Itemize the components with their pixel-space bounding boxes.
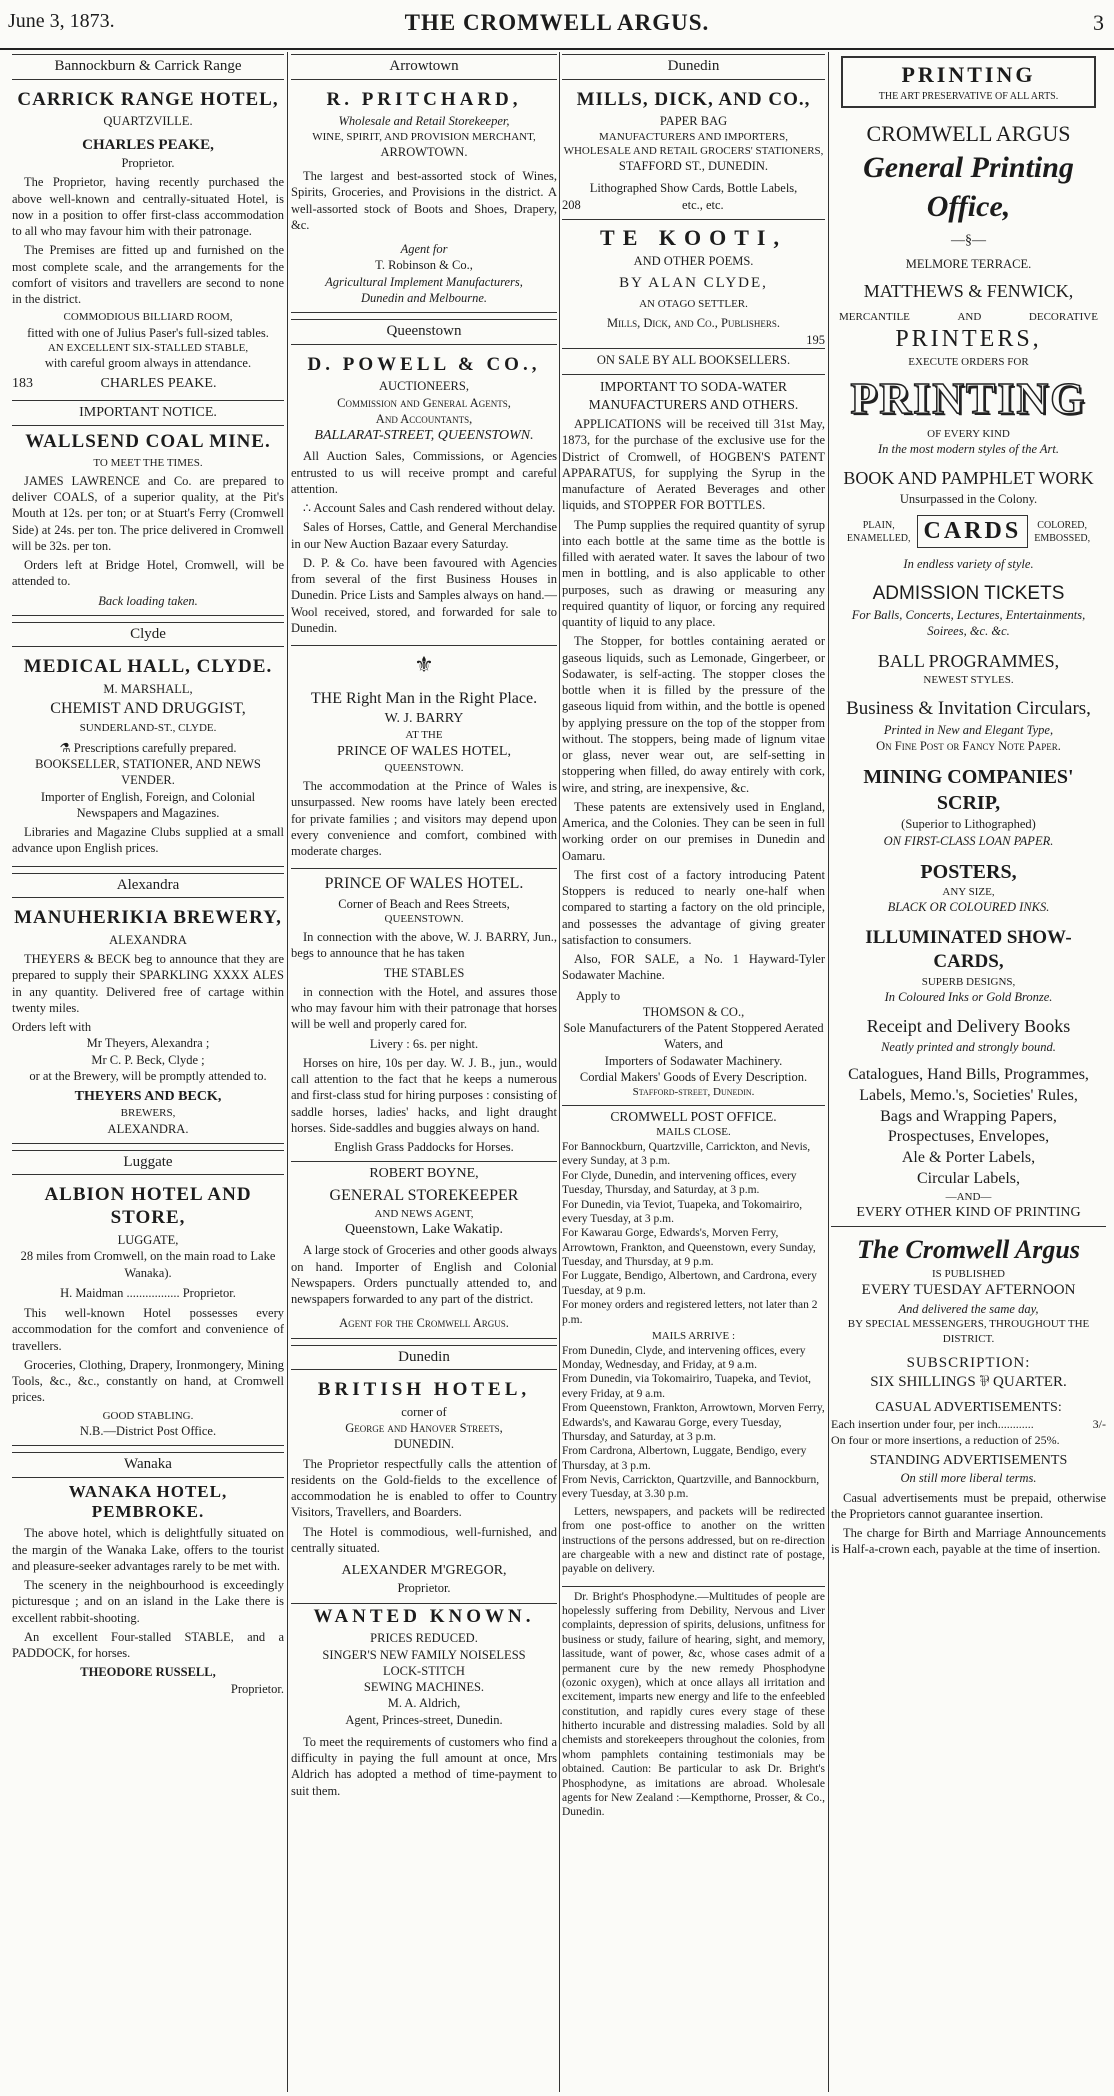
- catalogue-line: Labels, Memo.'s, Societies' Rules,: [859, 1086, 1078, 1104]
- section-head-luggate: Luggate: [12, 1150, 284, 1176]
- notice-text: The charge for Birth and Marriage Announcements is Half-a-crown each, payable at the time of insertion.: [831, 1526, 1106, 1557]
- cards-block: [831, 515, 1106, 548]
- ad-pritchard: [291, 84, 557, 314]
- ad-text: The scenery in the neighbourhood is exceedingly picturesque ; and on an island in the Lake there is excellent rabbit-shooting.: [12, 1578, 284, 1625]
- ad-line: Corner of Beach and Rees Streets,: [338, 896, 510, 911]
- ad-signature: ALEXANDER M'GREGOR,: [341, 1563, 507, 1579]
- line: IS PUBLISHED: [931, 1268, 1006, 1281]
- ad-line: PRICES REDUCED.: [370, 1631, 478, 1646]
- ad-text: In connection with the above, W. J. BARRY, Jun., begs to announce that he has taken: [291, 930, 557, 961]
- ad-text: The above hotel, which is delightfully situated on the margin of the Wanaka Lake, offers to the tourist and pleasure-seeker advantages rarely to be met with.: [12, 1526, 284, 1573]
- ad-title: ALBION HOTEL AND STORE,: [44, 1184, 252, 1229]
- line: BY SPECIAL MESSENGERS, THROUGHOUT THE DISTRICT.: [847, 1318, 1090, 1345]
- mining-scrip: MINING COMPANIES' SCRIP,: [863, 766, 1074, 815]
- ad-line: THE STABLES: [383, 965, 465, 980]
- line: On Fine Post or Fancy Note Paper.: [876, 739, 1061, 754]
- ad-line: Mills, Dick, and Co., Publishers.: [606, 316, 781, 331]
- ad-line: Agent for the Cromwell Argus.: [339, 1316, 509, 1331]
- section-head-clyde: Clyde: [12, 622, 284, 648]
- decorative: DECORATIVE: [1028, 310, 1098, 323]
- ad-line: Orders left with: [12, 1020, 92, 1035]
- ad-line: Agricultural Implement Manufacturers,: [325, 274, 523, 289]
- ad-line: AND OTHER POEMS.: [633, 254, 754, 269]
- notice-title: CROMWELL POST OFFICE.: [610, 1109, 777, 1125]
- ad-title: BRITISH HOTEL,: [317, 1379, 531, 1401]
- ad-text: Groceries, Clothing, Drapery, Ironmongery, Mining Tools, &c., &c., constantly on hand, at Cromwell prices.: [12, 1357, 284, 1405]
- ad-number: 183: [12, 376, 33, 392]
- ad-sub: TO MEET THE TIMES.: [93, 456, 203, 469]
- line: NEWEST STYLES.: [923, 674, 1014, 686]
- section-head-arrowtown: Arrowtown: [291, 54, 557, 80]
- column-rule: [559, 52, 560, 2092]
- show-cards: ILLUMINATED SHOW-CARDS,: [865, 926, 1072, 973]
- ad-line: COMMODIOUS BILLIARD ROOM,: [63, 311, 233, 324]
- page-number: 3: [1093, 10, 1104, 35]
- section-head-queenstown: Queenstown: [291, 319, 557, 345]
- embossed: EMBOSSED,: [1034, 532, 1091, 544]
- column-2: [291, 52, 557, 2092]
- ad-text: To meet the requirements of customers who find a difficulty in paying the full amount at once, Mrs Aldrich has adopted a method of time-payment to suit them.: [291, 1734, 557, 1798]
- mail-close-item: For money orders and registered letters, not later than 2 p.m.: [562, 1299, 818, 1326]
- admission-tickets: ADMISSION TICKETS: [872, 583, 1065, 605]
- column-rule: [287, 52, 288, 2092]
- notice-text: Letters, newspapers, and packets will be redirected from one post-office to another on the written instructions of the persons addressed, but on re-direction are chargeable with a new and distinct rate of postage, payable on delivery.: [562, 1505, 825, 1576]
- crest-icon: ⚜: [414, 652, 434, 678]
- masthead: [0, 0, 1114, 50]
- ad-line: STAFFORD ST., DUNEDIN.: [618, 159, 769, 174]
- ad-title: MEDICAL HALL, CLYDE.: [23, 656, 273, 678]
- firm-name: MATTHEWS & FENWICK,: [863, 281, 1074, 302]
- ad-text: ∴ Account Sales and Cash rendered without delay.: [303, 501, 556, 516]
- ad-text: JAMES LAWRENCE and Co. are prepared to deliver COALS, of a superior quality, at the Pit's Mouth at 12s. per ton; or at Stuart's Ferry (Cromwell Side) at 24s. per ton. The price delivered in Cromwell will be 32s. per ton.: [12, 473, 284, 553]
- ad-line: QUEENSTOWN.: [384, 761, 464, 774]
- catalogue-line: Catalogues, Hand Bills, Programmes,: [848, 1066, 1089, 1084]
- ad-line: And Accountants,: [375, 411, 473, 426]
- ad-line: BY ALAN CLYDE,: [619, 274, 768, 291]
- catalogue-line: Bags and Wrapping Papers,: [880, 1107, 1057, 1125]
- ad-title: D. POWELL & CO.,: [307, 353, 541, 375]
- line: In endless variety of style.: [903, 557, 1034, 572]
- subscription-head: SUBSCRIPTION:: [906, 1354, 1031, 1371]
- ad-place: QUARTZVILLE.: [103, 114, 193, 129]
- column-4: [831, 52, 1106, 2092]
- ad-line: Stafford-street, Dunedin.: [632, 1086, 755, 1099]
- book-work: BOOK AND PAMPHLET WORK: [843, 468, 1094, 489]
- ad-medical-hall: [12, 651, 284, 866]
- ad-wallsend-coal: [12, 426, 284, 616]
- argus-title: The Cromwell Argus: [857, 1235, 1080, 1265]
- column-rule: [828, 52, 829, 2092]
- ad-line: QUEENSTOWN.: [384, 912, 464, 925]
- ad-title: IMPORTANT TO SODA-WATER MANUFACTURERS AND OTHERS.: [588, 379, 799, 412]
- ad-text: The Premises are fitted up and furnished on the most complete scale, and the arrangements for the comfort of visitors and travellers are second to none in the district.: [12, 243, 284, 307]
- line: And delivered the same day,: [898, 1301, 1039, 1316]
- section-head-dunedin: Dunedin: [291, 1345, 557, 1371]
- ad-line: Mr C. P. Beck, Clyde ;: [91, 1052, 205, 1067]
- ad-line: SUNDERLAND-ST., CLYDE.: [79, 721, 217, 734]
- ad-line: PRINCE OF WALES HOTEL,: [337, 743, 511, 759]
- ad-title: WALLSEND COAL MINE.: [25, 430, 271, 452]
- paper-name: CROMWELL ARGUS: [866, 120, 1071, 146]
- subscription-rate: SIX SHILLINGS ⅌ QUARTER.: [870, 1374, 1067, 1391]
- line: Unsurpassed in the Colony.: [899, 491, 1038, 506]
- ad-text: in connection with the Hotel, and assures those who may favour him with their patronage that horses will be well and properly cared for.: [291, 984, 557, 1032]
- ad-line: N.B.—District Post Office.: [79, 1423, 217, 1438]
- catalogue-line: Circular Labels,: [916, 1170, 1021, 1188]
- mail-arrive-item: From Queenstown, Frankton, Arrowtown, Morven Ferry, Edwards's, and Kawarau Gorge, every Tuesday, Thursday, and Saturday, at 3 p.m.: [562, 1402, 825, 1443]
- ad-line: M. MARSHALL,: [103, 682, 193, 697]
- ad-text: Orders left at Bridge Hotel, Cromwell, will be attended to.: [12, 558, 284, 589]
- ad-line: BOOKSELLER, STATIONER, AND NEWS VENDER.: [35, 757, 261, 788]
- ad-text: APPLICATIONS will be received till 31st May, 1873, for the purchase of the exclusive use for the District of Cromwell, of HOGBEN'S PATENT APPARATUS, for supplying the Syrup in the manufacture of Aerated Beverages and other liquids, and STOPPER FOR BOTTLES.: [562, 417, 825, 513]
- ad-line: Sole Manufacturers of the Patent Stoppered Aerated Waters, and: [563, 1021, 824, 1052]
- ad-line: ALEXANDRA.: [107, 1121, 189, 1136]
- ad-line: Back loading taken.: [98, 593, 198, 608]
- business-circulars: Business & Invitation Circulars,: [846, 698, 1091, 720]
- ad-number: 208: [562, 197, 581, 212]
- ad-text: The accommodation at the Prince of Wales is unsurpassed. New rooms have lately been erected for private families ; and visitors may depend upon every convenience and comfort, combined with moderate charges.: [291, 779, 557, 859]
- proprietor-line: H. Maidman ................. Proprietor.: [60, 1285, 236, 1300]
- colored: COLORED,: [1037, 519, 1088, 531]
- ad-line: Agent, Princes-street, Dunedin.: [345, 1712, 503, 1727]
- ad-line: BALLARAT-STREET, QUEENSTOWN.: [314, 428, 534, 444]
- ad-line: with careful groom always in attendance.: [44, 356, 252, 371]
- ad-line: ROBERT BOYNE,: [369, 1166, 479, 1182]
- ad-line: ARROWTOWN.: [380, 144, 468, 159]
- every-other-kind: EVERY OTHER KIND OF PRINTING: [831, 1204, 1106, 1227]
- ball-programmes: BALL PROGRAMMES,: [877, 650, 1060, 671]
- execute-line: EXECUTE ORDERS FOR: [908, 356, 1029, 369]
- ad-title: R. PRITCHARD,: [326, 88, 522, 110]
- ad-line: Agent for: [400, 242, 448, 257]
- proprietor-role: Proprietor.: [230, 1681, 284, 1696]
- ad-signature: CHARLES PEAKE.: [100, 376, 217, 392]
- mail-close-item: For Kawarau Gorge, Edwards's, Morven Ferry, Arrowtown, Frankton, and Queenstown, every Sunday, Tuesday, and Thursday, at 9 p.m.: [562, 1227, 816, 1269]
- rate-value: 3/-: [1092, 1416, 1106, 1431]
- ad-title: CARRICK RANGE HOTEL,: [17, 88, 279, 110]
- ad-line: BREWERS,: [120, 1107, 176, 1120]
- ad-mills-dick: [562, 84, 825, 220]
- rate-label: Each insertion under four, per inch............: [831, 1416, 1034, 1431]
- ad-line: fitted with one of Julius Paser's full-sized tables.: [27, 325, 269, 340]
- mail-arrive-item: From Nevis, Carrickton, Quartzville, and Bannockburn, every Tuesday, at 3.30 p.m.: [562, 1474, 820, 1501]
- ad-line: MANUFACTURERS AND IMPORTERS,: [599, 130, 788, 143]
- newspaper-title: THE CROMWELL ARGUS.: [404, 10, 710, 35]
- notice-subhead: MAILS CLOSE.: [656, 1126, 731, 1139]
- printing-banner: [841, 56, 1096, 108]
- ad-line: AN EXCELLENT SIX-STALLED STABLE,: [47, 341, 249, 354]
- ad-line: LOCK-STITCH: [383, 1663, 465, 1678]
- ad-line: Lithographed Show Cards, Bottle Labels,: [589, 181, 798, 196]
- ad-line: Importers of Sodawater Machinery.: [604, 1053, 783, 1068]
- plain: PLAIN,: [862, 519, 895, 531]
- section-head-alexandra: Alexandra: [12, 873, 284, 899]
- mail-close-item: For Luggate, Bendigo, Albertown, and Cardrona, every Tuesday, at 9 p.m.: [562, 1270, 817, 1297]
- ad-british-hotel: [291, 1374, 557, 1603]
- ad-text: THEYERS & BECK beg to announce that they are prepared to supply their SPARKLING XXXX ALES in any quantity. Delivered free of cartage within twenty miles.: [12, 952, 284, 1015]
- mortar-icon: ⚗: [59, 740, 74, 755]
- proprietor-role: Proprietor.: [397, 1581, 451, 1596]
- ad-title: PRINCE OF WALES HOTEL.: [324, 875, 524, 893]
- ad-text: The first cost of a factory introducing Patent Stoppers is reduced to nearly one-half when compared to starting a factory on the old principle, and possesses the advantage of giving greater satisfaction to consumers.: [562, 867, 825, 947]
- ad-line: SINGER'S NEW FAMILY NOISELESS: [322, 1647, 526, 1662]
- ad-line: George and Hanover Streets,: [345, 1421, 503, 1436]
- banner-sub: THE ART PRESERVATIVE OF ALL ARTS.: [878, 90, 1059, 102]
- ad-line: etc., etc.: [682, 197, 724, 212]
- and-word: AND: [957, 310, 982, 323]
- line: On still more liberal terms.: [900, 1471, 1037, 1486]
- ad-text: Libraries and Magazine Clubs supplied at a small advance upon English prices.: [12, 825, 284, 856]
- line: ANY SIZE,: [942, 885, 995, 898]
- mercantile-decorative: [831, 310, 1106, 324]
- ad-text: These patents are extensively used in England, America, and the Colonies. They can be seen in full working order on our premises in Dunedin and Oamaru.: [562, 799, 825, 863]
- line: Printed in New and Elegant Type,: [883, 722, 1054, 737]
- column-3: [562, 52, 825, 2092]
- printers-title: PRINTERS,: [895, 326, 1042, 353]
- ad-signature: THEYERS AND BECK,: [74, 1089, 222, 1105]
- receipt-books: Receipt and Delivery Books: [866, 1016, 1071, 1037]
- mercantile: MERCANTILE: [839, 310, 910, 323]
- ad-line: Wholesale and Retail Storekeeper,: [338, 114, 510, 129]
- cards-title: CARDS: [917, 515, 1029, 548]
- ad-line: or at the Brewery, will be promptly attended to.: [29, 1068, 267, 1083]
- mail-close-item: For Dunedin, via Teviot, Tuapeka, and Tokomairiro, every Tuesday, at 3 p.m.: [562, 1198, 803, 1225]
- proprietor-role: Proprietor.: [121, 156, 175, 171]
- ad-text: The Proprietor respectfully calls the attention of residents on the Gold-fields to the excellence of accommodation he is enabled to offer to Country Visitors, Travellers, and Boarders.: [291, 1456, 557, 1520]
- ad-title: MANUHERIKIA BREWERY,: [14, 907, 282, 929]
- ad-place: ALEXANDRA: [109, 932, 187, 947]
- ad-text: An excellent Four-stalled STABLE, and a PADDOCK, for horses.: [12, 1629, 284, 1661]
- catalogue-line: Prospectuses, Envelopes,: [887, 1128, 1050, 1146]
- ad-line: AUCTIONEERS,: [379, 379, 469, 394]
- ad-title: TE KOOTI,: [600, 224, 787, 250]
- notice-subhead: MAILS ARRIVE :: [651, 1329, 736, 1342]
- ad-line: THOMSON & CO.,: [642, 1004, 745, 1019]
- ad-line: DUNEDIN.: [393, 1437, 455, 1452]
- ad-text: The Proprietor, having recently purchased the above well-known and centrally-situated Hotel, is now in a position to offer first-class accommodation to all who may favour him with their patronage.: [12, 175, 284, 239]
- ad-barry: [291, 684, 557, 869]
- ad-line: corner of: [401, 1404, 447, 1419]
- ad-powell: [291, 349, 557, 646]
- and-line: —AND—: [945, 1190, 992, 1203]
- ad-wanted-known: [291, 1606, 557, 1799]
- ad-line: ON SALE BY ALL BOOKSELLERS.: [562, 348, 825, 368]
- ad-title: GENERAL STOREKEEPER: [329, 1186, 519, 1204]
- ad-line: PAPER BAG: [659, 114, 728, 129]
- ad-line: AN OTAGO SETTLER.: [639, 298, 748, 311]
- ad-text: This well-known Hotel possesses every accommodation for the comfort and convenience of travellers.: [12, 1306, 284, 1353]
- rate-row: On four or more insertions, a reduction of 25%.: [831, 1432, 1060, 1447]
- divider-ornament-icon: —§—: [951, 233, 986, 249]
- office-address: MELMORE TERRACE.: [905, 257, 1032, 272]
- ad-text: Sales of Horses, Cattle, and General Merchandise in our New Auction Bazaar every Saturday.: [291, 520, 557, 551]
- ad-title: THE Right Man in the Right Place.: [310, 690, 538, 708]
- line: (Superior to Lithographed): [901, 817, 1036, 832]
- mail-arrive-item: From Dunedin, via Tokomairiro, Tuapeka, and Teviot, every Friday, at 9 a.m.: [562, 1373, 812, 1400]
- ad-title: WANTED KNOWN.: [313, 1605, 535, 1627]
- line: SUPERB DESIGNS,: [921, 975, 1016, 988]
- issue-date: June 3, 1873.: [8, 10, 115, 32]
- line: In Coloured Inks or Gold Bronze.: [884, 990, 1053, 1005]
- catalogue-line: Ale & Porter Labels,: [901, 1149, 1036, 1167]
- ad-line: W. J. BARRY: [384, 711, 464, 727]
- ad-text: The Pump supplies the required quantity of syrup into each bottle at the same time as the bottle is filled with aerated water. It saves the labour of two men in bottling, and is also applicable to other purposes, such as drawing or measuring any required quantity of liquor, or forcing any required quantity of liquid to any place.: [562, 517, 825, 630]
- ad-line: Commission and General Agents,: [337, 395, 511, 410]
- standing-head: STANDING ADVERTISEMENTS: [869, 1453, 1068, 1469]
- line: Neatly printed and strongly bound.: [881, 1039, 1056, 1054]
- ad-number: 195: [806, 332, 825, 347]
- line: In the most modern styles of the Art.: [878, 442, 1059, 457]
- rate-row: [831, 1417, 1106, 1433]
- ad-line: Cordial Makers' Goods of Every Description.: [579, 1069, 808, 1084]
- ad-text: All Auction Sales, Commissions, or Agencies entrusted to us will receive prompt and careful attention.: [291, 449, 557, 496]
- notice-cromwell-post-office: [562, 1106, 825, 1586]
- section-head-dunedin: Dunedin: [562, 54, 825, 80]
- ad-te-kooti: [562, 220, 825, 375]
- ad-text: D. P. & Co. have been favoured with Agencies from several of the first Business Houses in Dunedin. Price Lists and Samples always on hand.—Wool received, stored, and forwarded for sale to Dunedin.: [291, 555, 557, 635]
- ad-wanaka-hotel: [12, 1482, 284, 1697]
- ad-albion-hotel: [12, 1179, 284, 1446]
- ad-line: WHOLESALE AND RETAIL GROCERS' STATIONERS,: [563, 144, 824, 157]
- line: EVERY TUESDAY AFTERNOON: [861, 1282, 1076, 1299]
- ad-text: Also, FOR SALE, a No. 1 Hayward-Tyler Sodawater Machine.: [562, 952, 825, 983]
- ad-line: Dunedin and Melbourne.: [360, 290, 488, 305]
- ad-line: Mr Theyers, Alexandra ;: [86, 1036, 210, 1051]
- ad-carrick-range-hotel: [12, 84, 284, 401]
- ad-line: English Grass Paddocks for Horses.: [334, 1140, 514, 1155]
- posters: POSTERS,: [920, 860, 1017, 883]
- column-1: [12, 52, 284, 2092]
- ad-line: AND NEWS AGENT,: [374, 1207, 474, 1220]
- ad-line-text: Prescriptions carefully prepared.: [73, 740, 237, 755]
- ad-text: Horses on hire, 10s per day. W. J. B., jun., would call attention to the fact that he keeps a numerous and first-class stud for hiring purposes : consisting of saddle horses, ladies' hacks, and light draught horses. Side-saddles and buggies always on hand.: [291, 1055, 557, 1135]
- printing-headline: PRINTING: [850, 373, 1087, 423]
- mail-close-item: For Clyde, Dunedin, and intervening offices, every Tuesday, Thursday, and Saturday, at 3 p.m.: [562, 1169, 797, 1197]
- ad-text: The largest and best-assorted stock of Wines, Spirits, Groceries, and Provisions in the district. A well-assorted stock of Boots and Shoes, Drapery, &c.: [291, 169, 557, 232]
- notice-text: Casual advertisements must be prepaid, otherwise the Proprietors cannot guarantee insertion.: [831, 1490, 1106, 1521]
- line: OF EVERY KIND: [927, 427, 1010, 440]
- ad-text: The Hotel is commodious, well-furnished, and centrally situated.: [291, 1524, 557, 1555]
- ad-line: M. A. Aldrich,: [387, 1696, 461, 1711]
- ad-phosphodyne: Dr. Bright's Phosphodyne.—Multitudes of people are hopelessly suffering from Debility, Nervous and Liver complaints, depression of spirits, delusions, unfitness for business or study, failure of hearing, sight, and memory, lassitude, want of power, &c, whose cases admit of a permanent cure by the new remedy Phosphodyne (ozonic oxygen), which at once allays all irritation and excitement, imparts new energy and life to the enfeebled constitution, and rapidly cures every stage of these hitherto incurable and distressing maladies. Sold by all chemists and storekeepers throughout the colonies, from whom pamphlets containing testimonials may be obtained. Caution: Be particular to ask Dr. Bright's Phosphodyne, as imitations are abroad. Wholesale agents for New Zealand :—Kempthorne, Prosser, & Co., Dunedin.: [562, 1590, 825, 1819]
- line: BLACK OR COLOURED INKS.: [887, 900, 1050, 915]
- proprietor-name: CHARLES PEAKE,: [82, 136, 214, 153]
- mail-arrive-item: From Cardrona, Albertown, Luggate, Bendigo, every Thursday, at 3 p.m.: [562, 1445, 807, 1472]
- section-head-wanaka: Wanaka: [12, 1452, 284, 1478]
- ad-line: Queenstown, Lake Wakatip.: [344, 1222, 503, 1238]
- section-head-bannockburn: Bannockburn & Carrick Range: [12, 54, 284, 80]
- ad-place: LUGGATE,: [117, 1233, 179, 1248]
- notice-head: IMPORTANT NOTICE.: [12, 401, 284, 426]
- ad-signature: THEODORE RUSSELL,: [80, 1665, 216, 1680]
- ad-line: 28 miles from Cromwell, on the main road to Lake Wanaka).: [20, 1249, 276, 1280]
- ad-line: SEWING MACHINES.: [363, 1680, 485, 1695]
- ad-line: AT THE: [405, 729, 443, 742]
- ad-line: [12, 740, 284, 756]
- ad-title: WANAKA HOTEL, PEMBROKE.: [68, 1481, 228, 1521]
- enamelled: ENAMELLED,: [846, 532, 911, 544]
- ad-line: Importer of English, Foreign, and Colonial Newspapers and Magazines.: [40, 789, 256, 820]
- ad-title: MILLS, DICK, AND CO.,: [576, 88, 811, 110]
- ad-manuherikia-brewery: [12, 902, 284, 1144]
- ad-line: Apply to: [576, 988, 621, 1003]
- ad-line: CHEMIST AND DRUGGIST,: [50, 700, 246, 718]
- ad-text: The Stopper, for bottles containing aerated or gaseous liquids, such as Lemonade, Gingerbeer, or Sodawater, is self-acting. The stopper closes the bottle when it is filled by the pressure of the gaseous liquid from within, and the bottle is opened by applying pressure on the top of the stopper from without. The stoppers, being made of lignum vitae or glass, never wear out, are self-setting in stoppering when filled, do away entirely with cork, wire, and string, are inexpensive, &c.: [562, 634, 825, 795]
- line: For Balls, Concerts, Lectures, Entertainments, Soirees, &c. &c.: [851, 608, 1086, 639]
- casual-head: CASUAL ADVERTISEMENTS:: [875, 1399, 1062, 1415]
- mail-close-item: For Bannockburn, Quartzville, Carrickton, and Nevis, every Sunday, at 3 p.m.: [562, 1141, 811, 1168]
- ad-prince-of-wales: [291, 869, 557, 1162]
- ad-line: Livery : 6s. per night.: [369, 1036, 479, 1051]
- ad-robert-boyne: [291, 1162, 557, 1338]
- office-title: General Printing Office,: [863, 151, 1074, 224]
- mail-arrive-item: From Dunedin, Clyde, and intervening offices, every Monday, Wednesday, and Friday, at 9 a.m.: [562, 1344, 806, 1372]
- ad-line: WINE, SPIRIT, AND PROVISION MERCHANT,: [312, 130, 536, 143]
- ad-line: GOOD STABLING.: [102, 1409, 194, 1422]
- line: ON FIRST-CLASS LOAN PAPER.: [883, 833, 1054, 848]
- banner-title: PRINTING: [901, 62, 1036, 87]
- ad-text: A large stock of Groceries and other goods always on hand. Importer of English and Colonial Newspapers. Orders punctually attended to, and newspapers forwarded to any part of the district.: [291, 1243, 557, 1307]
- ad-soda-water: [562, 375, 825, 1106]
- ad-line: T. Robinson & Co.,: [375, 258, 473, 273]
